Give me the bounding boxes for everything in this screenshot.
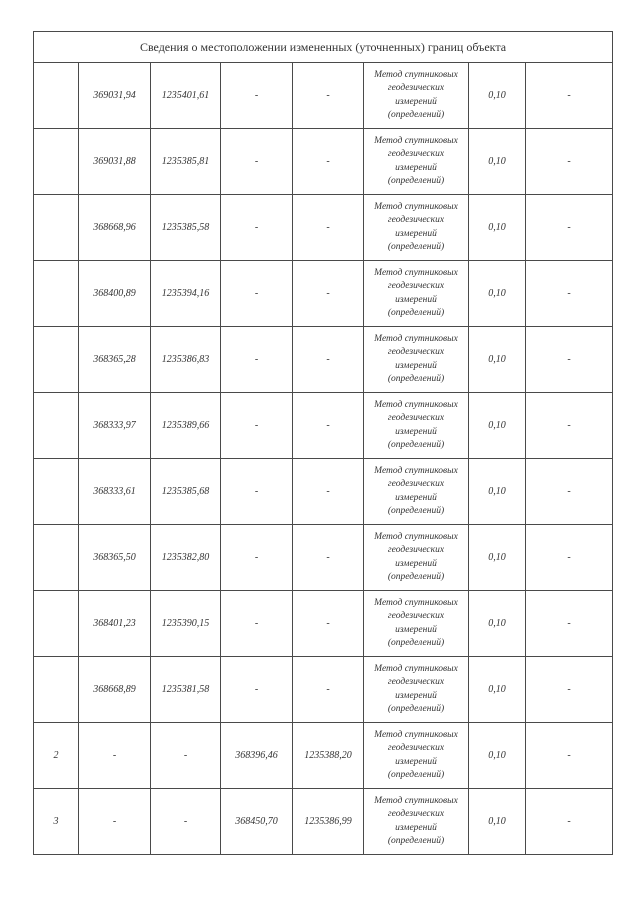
method-line: (определений) (387, 770, 445, 780)
method-cell (364, 195, 469, 261)
table-header-row (34, 32, 613, 63)
note-cell: - (526, 723, 613, 789)
x-existing-cell: 369031,88 (79, 129, 151, 195)
method-line: Метод спутниковых (374, 69, 458, 80)
y-new-cell: - (293, 129, 364, 195)
accuracy-cell: 0,10 (469, 657, 526, 723)
table-row (34, 63, 613, 129)
method-line: геодезических (387, 215, 445, 225)
point-number-cell (34, 459, 79, 525)
table-row (34, 195, 613, 261)
method-cell (364, 723, 469, 789)
y-new-cell: - (293, 591, 364, 657)
accuracy-cell: 0,10 (469, 525, 526, 591)
y-existing-cell: 1235389,66 (151, 393, 221, 459)
table-row (34, 525, 613, 591)
method-line: геодезических (387, 611, 445, 621)
x-existing-cell: 368668,96 (79, 195, 151, 261)
x-new-cell: - (221, 393, 293, 459)
method-cell (364, 261, 469, 327)
accuracy-cell: 0,10 (469, 327, 526, 393)
table-title: Сведения о местоположении измененных (уточненных) границ объекта (34, 32, 613, 63)
method-line: геодезических (387, 281, 445, 291)
note-cell: - (526, 63, 613, 129)
table-row (34, 789, 613, 855)
accuracy-cell: 0,10 (469, 63, 526, 129)
table-row (34, 129, 613, 195)
x-new-cell: - (221, 129, 293, 195)
x-existing-cell: 368400,89 (79, 261, 151, 327)
table-row (34, 591, 613, 657)
method-line: измерений (395, 426, 437, 437)
y-existing-cell: 1235382,80 (151, 525, 221, 591)
point-number-cell (34, 591, 79, 657)
accuracy-cell: 0,10 (469, 129, 526, 195)
accuracy-cell: 0,10 (469, 393, 526, 459)
method-line: (определений) (387, 110, 445, 120)
method-line: Метод спутниковых (374, 465, 458, 476)
boundary-table (33, 31, 613, 855)
x-existing-cell: 368333,97 (79, 393, 151, 459)
accuracy-cell: 0,10 (469, 195, 526, 261)
method-line: геодезических (387, 479, 445, 489)
point-number-cell (34, 657, 79, 723)
method-cell (364, 459, 469, 525)
note-cell: - (526, 129, 613, 195)
note-cell: - (526, 327, 613, 393)
note-cell: - (526, 525, 613, 591)
method-line: (определений) (387, 704, 445, 714)
method-line: (определений) (387, 638, 445, 648)
method-cell (364, 591, 469, 657)
x-new-cell: - (221, 591, 293, 657)
point-number-cell (34, 525, 79, 591)
y-new-cell: - (293, 459, 364, 525)
accuracy-cell: 0,10 (469, 591, 526, 657)
method-cell (364, 789, 469, 855)
method-cell (364, 63, 469, 129)
y-existing-cell: 1235394,16 (151, 261, 221, 327)
x-existing-cell: 368668,89 (79, 657, 151, 723)
method-line: Метод спутниковых (374, 663, 458, 674)
y-new-cell: - (293, 657, 364, 723)
method-line: измерений (395, 228, 437, 239)
method-line: (определений) (387, 176, 445, 186)
y-existing-cell: 1235385,81 (151, 129, 221, 195)
accuracy-cell: 0,10 (469, 261, 526, 327)
accuracy-cell: 0,10 (469, 459, 526, 525)
y-existing-cell: 1235385,68 (151, 459, 221, 525)
table-row (34, 459, 613, 525)
method-line: Метод спутниковых (374, 729, 458, 740)
method-line: (определений) (387, 374, 445, 384)
point-number-cell (34, 261, 79, 327)
point-number-cell (34, 393, 79, 459)
x-new-cell: - (221, 195, 293, 261)
x-new-cell: - (221, 261, 293, 327)
method-line: измерений (395, 558, 437, 569)
y-new-cell: - (293, 393, 364, 459)
x-existing-cell: 369031,94 (79, 63, 151, 129)
y-new-cell: - (293, 195, 364, 261)
x-existing-cell: 368365,50 (79, 525, 151, 591)
y-existing-cell: 1235401,61 (151, 63, 221, 129)
x-new-cell: 368396,46 (221, 723, 293, 789)
table-row (34, 261, 613, 327)
note-cell: - (526, 195, 613, 261)
y-new-cell: - (293, 327, 364, 393)
method-line: измерений (395, 822, 437, 833)
method-line: Метод спутниковых (374, 597, 458, 608)
point-number-cell: 3 (34, 789, 79, 855)
point-number-cell (34, 63, 79, 129)
y-existing-cell: 1235390,15 (151, 591, 221, 657)
method-line: Метод спутниковых (374, 333, 458, 344)
method-line: геодезических (387, 809, 445, 819)
x-existing-cell: 368333,61 (79, 459, 151, 525)
table-row (34, 327, 613, 393)
y-new-cell: - (293, 63, 364, 129)
x-existing-cell: - (79, 789, 151, 855)
x-new-cell: - (221, 657, 293, 723)
method-line: геодезических (387, 149, 445, 159)
method-line: геодезических (387, 347, 445, 357)
note-cell: - (526, 459, 613, 525)
y-new-cell: - (293, 525, 364, 591)
table-row (34, 657, 613, 723)
method-line: измерений (395, 360, 437, 371)
method-line: измерений (395, 492, 437, 503)
method-line: геодезических (387, 413, 445, 423)
method-line: измерений (395, 624, 437, 635)
method-line: геодезических (387, 743, 445, 753)
method-line: Метод спутниковых (374, 399, 458, 410)
point-number-cell (34, 195, 79, 261)
y-existing-cell: 1235386,83 (151, 327, 221, 393)
method-line: измерений (395, 162, 437, 173)
x-new-cell: - (221, 525, 293, 591)
method-line: (определений) (387, 308, 445, 318)
method-cell (364, 393, 469, 459)
x-existing-cell: 368401,23 (79, 591, 151, 657)
note-cell: - (526, 261, 613, 327)
x-new-cell: - (221, 327, 293, 393)
point-number-cell (34, 327, 79, 393)
method-line: измерений (395, 294, 437, 305)
method-line: геодезических (387, 83, 445, 93)
method-cell (364, 657, 469, 723)
x-existing-cell: 368365,28 (79, 327, 151, 393)
y-existing-cell: 1235381,58 (151, 657, 221, 723)
accuracy-cell: 0,10 (469, 789, 526, 855)
method-cell (364, 525, 469, 591)
y-existing-cell: - (151, 789, 221, 855)
method-line: Метод спутниковых (374, 135, 458, 146)
x-new-cell: - (221, 459, 293, 525)
table-row (34, 723, 613, 789)
method-line: измерений (395, 690, 437, 701)
method-line: измерений (395, 96, 437, 107)
method-line: Метод спутниковых (374, 201, 458, 212)
accuracy-cell: 0,10 (469, 723, 526, 789)
method-cell (364, 327, 469, 393)
method-cell (364, 129, 469, 195)
method-line: (определений) (387, 440, 445, 450)
y-new-cell: 1235386,99 (293, 789, 364, 855)
method-line: (определений) (387, 572, 445, 582)
method-line: геодезических (387, 677, 445, 687)
x-existing-cell: - (79, 723, 151, 789)
method-line: Метод спутниковых (374, 267, 458, 278)
method-line: (определений) (387, 506, 445, 516)
x-new-cell: - (221, 63, 293, 129)
y-existing-cell: - (151, 723, 221, 789)
y-new-cell: - (293, 261, 364, 327)
y-new-cell: 1235388,20 (293, 723, 364, 789)
point-number-cell (34, 129, 79, 195)
method-line: Метод спутниковых (374, 795, 458, 806)
note-cell: - (526, 657, 613, 723)
note-cell: - (526, 789, 613, 855)
point-number-cell: 2 (34, 723, 79, 789)
y-existing-cell: 1235385,58 (151, 195, 221, 261)
method-line: (определений) (387, 242, 445, 252)
method-line: (определений) (387, 836, 445, 846)
table-row (34, 393, 613, 459)
method-line: геодезических (387, 545, 445, 555)
method-line: измерений (395, 756, 437, 767)
method-line: Метод спутниковых (374, 531, 458, 542)
x-new-cell: 368450,70 (221, 789, 293, 855)
note-cell: - (526, 591, 613, 657)
note-cell: - (526, 393, 613, 459)
